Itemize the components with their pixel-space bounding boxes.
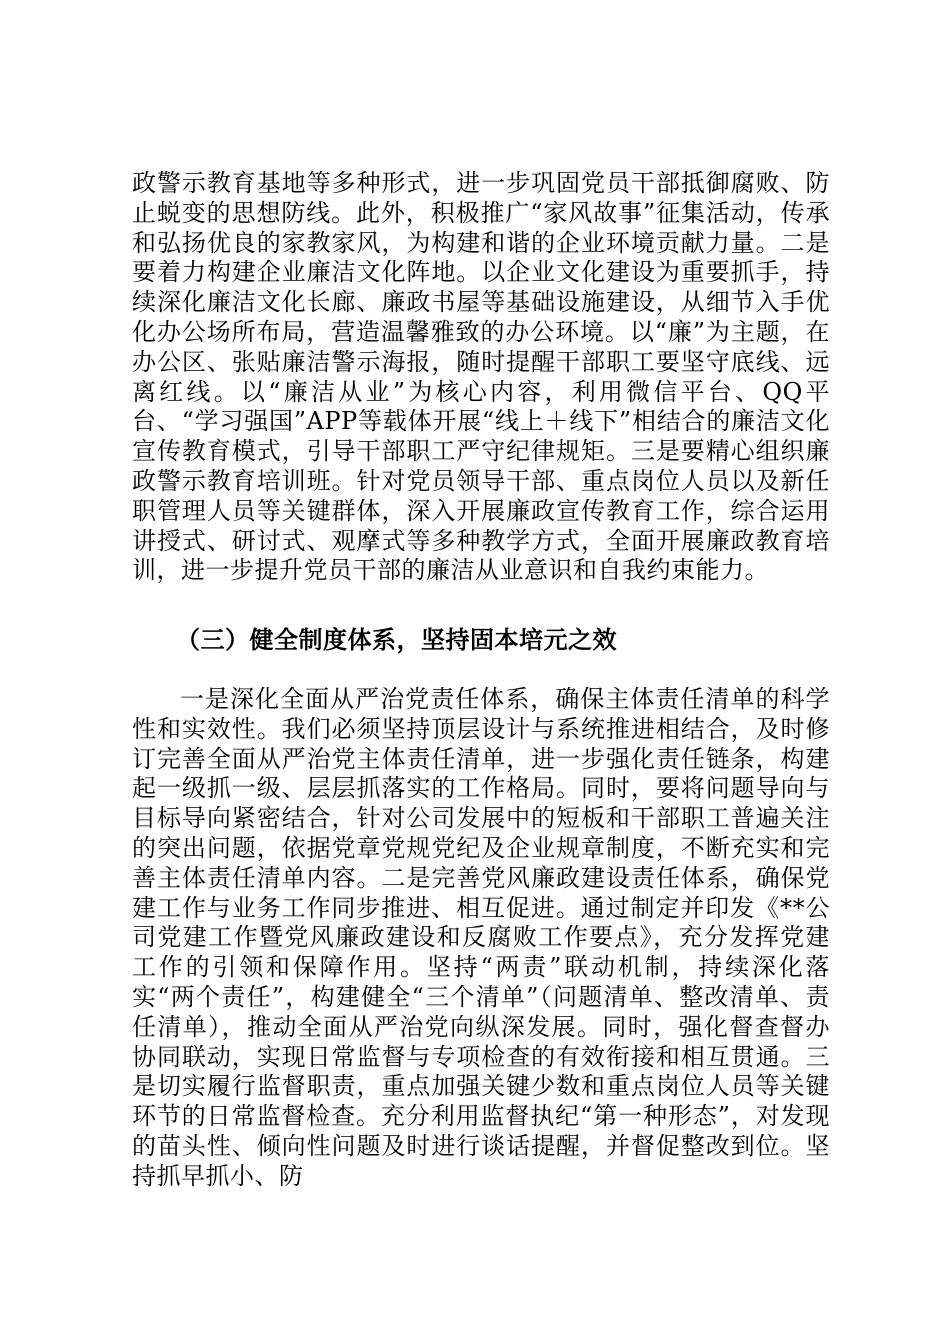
body-paragraph-section: 一是深化全面从严治党责任体系，确保主体责任清单的科学性和实效性。我们必须坚持顶层设计与系统推进相结合，及时修订完善全面从严治党主体责任清单，进一步强化责任链条，构建起一级抓一级、层层抓落实的工作格局。同时，要将问题导向与目标导向紧密结合，针对公司发展中的短板和干部职工普遍关注的突出问题，依据党章党规党纪及企业规章制度，不断充实和完善主体责任清单内容。二是完善党风廉政建设责任体系，确保党建工作与业务工作同步推进、相互促进。通过制定并印发《**公司党建工作暨党风廉政建设和反腐败工作要点》，充分发挥党建工作的引领和保障作用。坚持“两责”联动机制，持续深化落实“两个责任”，构建健全“三个清单”（问题清单、整改清单、责任清单），推动全面从严治党向纵深发展。同时，强化督查督办协同联动，实现日常监督与专项检查的有效衔接和相互贯通。三是切实履行监督职责，重点加强关键少数和重点岗位人员等关键环节的日常监督检查。充分利用监督执纪“第一种形态”，对发现的苗头性、倾向性问题及时进行谈话提醒，并督促整改到位。坚持抓早抓小、防 — [132, 685, 830, 1190]
body-paragraph-continued: 政警示教育基地等多种形式，进一步巩固党员干部抵御腐败、防止蜕变的思想防线。此外，积极推广“家风故事”征集活动，传承和弘扬优良的家教家风，为构建和谐的企业环境贡献力量。二是要着力构建企业廉洁文化阵地。以企业文化建设为重要抓手，持续深化廉洁文化长廊、廉政书屋等基础设施建设，从细节入手优化办公场所布局，营造温馨雅致的办公环境。以“廉”为主题，在办公区、张贴廉洁警示海报，随时提醒干部职工要坚守底线、远离红线。以“廉洁从业”为核心内容，利用微信平台、QQ平台、“学习强国”APP等载体开展“线上＋线下”相结合的廉洁文化宣传教育模式，引导干部职工严守纪律规矩。三是要精心组织廉政警示教育培训班。针对党员领导干部、重点岗位人员以及新任职管理人员等关键群体，深入开展廉政宣传教育工作，综合运用讲授式、研讨式、观摩式等多种教学方式，全面开展廉政教育培训，进一步提升党员干部的廉洁从业意识和自我约束能力。 — [132, 169, 830, 585]
section-heading: （三）健全制度体系，坚持固本培元之效 — [176, 626, 617, 654]
